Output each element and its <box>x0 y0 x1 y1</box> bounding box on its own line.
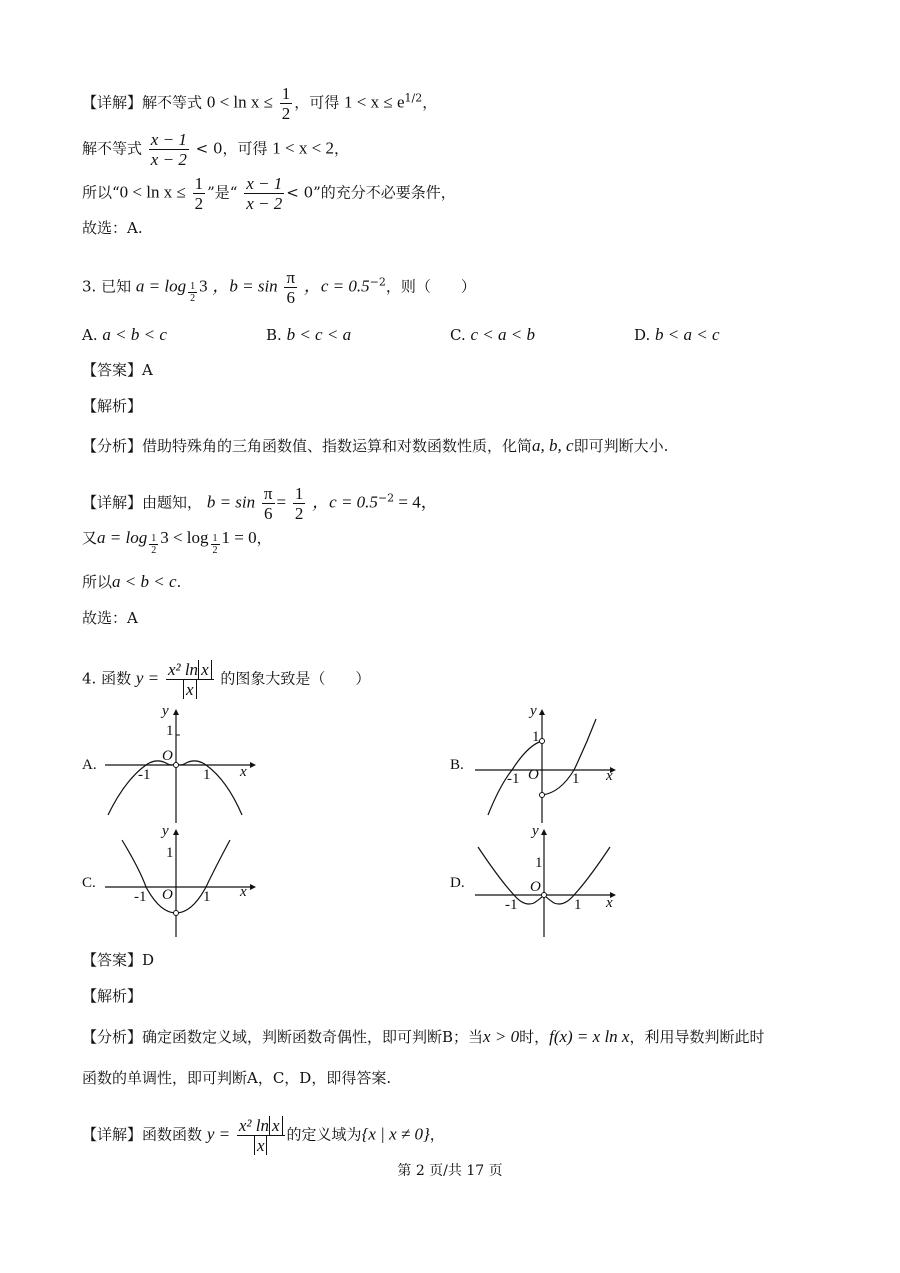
x-arrow-icon <box>250 884 256 890</box>
fraction-pi-6 <box>262 484 275 523</box>
text: 1 = 0 <box>221 528 257 547</box>
log-base <box>186 281 199 304</box>
text: ， <box>429 1125 445 1144</box>
you-line <box>82 528 272 556</box>
suoyi-line <box>82 572 181 592</box>
text: 借助特殊角的三角函数值、指数运算和对数函数性质，化简 <box>142 437 533 455</box>
detail-tag: 【详解】 <box>82 493 143 512</box>
fraction-half <box>193 174 206 213</box>
graph-c <box>100 825 260 940</box>
choice-label: D. <box>634 326 651 344</box>
numerator: 1 <box>151 532 157 544</box>
text: 时， <box>519 1028 550 1046</box>
answer-4: 【答案】D <box>82 951 155 969</box>
equals: = <box>276 492 287 512</box>
y-arrow-icon <box>539 709 545 715</box>
result: 1 < x ≤ e <box>344 92 405 112</box>
choice-expr: c < a < b <box>470 325 535 344</box>
numerator: 1 <box>294 484 304 503</box>
expr-a: a = log <box>135 276 187 296</box>
origin: O <box>162 887 173 903</box>
numerator: 1 <box>194 174 204 193</box>
exponent: −2 <box>377 491 395 505</box>
y-one: 1 <box>535 855 543 871</box>
denominator: 2 <box>190 293 196 304</box>
jiexi-4: 【解析】 <box>82 987 143 1005</box>
text: 解不等式 <box>142 93 203 112</box>
expr-c: ，c = 0.5 <box>303 276 370 296</box>
denominator: 2 <box>194 194 204 213</box>
origin: O <box>162 748 173 764</box>
fenxi-4-line2: 函数的单调性，即可判断A，C，D，即得答案. <box>82 1069 392 1087</box>
y-label: y <box>162 703 169 719</box>
graph-d-label: D. <box>450 875 465 891</box>
guxuan-3: 故选：A <box>82 609 138 627</box>
detail-line-1 <box>82 84 437 123</box>
denominator: 2 <box>151 544 157 556</box>
x-label: x <box>606 895 613 911</box>
answer-3: 【答案】A <box>82 361 153 379</box>
question-3 <box>82 268 476 307</box>
choice-expr: b < a < c <box>655 325 720 344</box>
y-label: y <box>162 823 169 839</box>
inequality: 0 < ln x ≤ <box>119 182 186 202</box>
choice-c <box>450 325 535 345</box>
x-label: x <box>606 768 613 784</box>
choice-label: A. <box>82 326 98 344</box>
numerator <box>166 660 214 680</box>
y-arrow-icon <box>173 829 179 835</box>
abs-x: x <box>183 680 197 699</box>
text: 函数函数 <box>142 1125 203 1144</box>
numerator: 1 <box>190 281 196 292</box>
text: 所以“ <box>82 183 120 202</box>
log-base <box>147 532 160 556</box>
text: 解不等式 <box>82 139 143 158</box>
denominator <box>166 680 214 699</box>
denominator: x − 2 <box>150 150 187 169</box>
function-fraction <box>237 1116 285 1155</box>
denominator: 2 <box>281 104 291 123</box>
numerator: π <box>286 268 296 287</box>
num-text: x² ln <box>238 1116 269 1135</box>
x-one: 1 <box>572 771 580 787</box>
x-one: 1 <box>203 767 211 783</box>
text: ，则（ ） <box>385 277 476 296</box>
fenxi-tag: 【分析】 <box>82 1028 143 1046</box>
choice-label: B. <box>266 326 282 344</box>
curve <box>108 761 242 815</box>
fraction-half <box>293 484 306 523</box>
fraction-x <box>244 174 284 213</box>
x-label: x <box>240 884 247 900</box>
fraction-half <box>280 84 293 123</box>
detail-line-3 <box>82 174 456 213</box>
text: 确定函数定义域，判断函数奇偶性，即可判断B；当 <box>142 1028 484 1046</box>
expr-y: y = <box>206 1124 231 1144</box>
abs-x: x <box>254 1136 268 1155</box>
fraction-x <box>149 130 189 169</box>
detail-3 <box>82 484 438 523</box>
numerator: 1 <box>281 84 291 103</box>
fenxi-4 <box>82 1027 765 1047</box>
abs-x: x <box>198 660 212 679</box>
denominator: x − 2 <box>246 194 283 213</box>
choice-expr: b < c < a <box>286 325 352 344</box>
choice-label: C. <box>450 326 466 344</box>
text: = 4， <box>394 492 438 512</box>
graph-b-label: B. <box>450 757 464 773</box>
inequality: 0 < ln x ≤ <box>206 92 273 112</box>
origin: O <box>530 879 541 895</box>
num-text: x² ln <box>167 660 199 679</box>
denominator: 2 <box>212 544 218 556</box>
text: 所以 <box>82 573 113 591</box>
text: ”是“ <box>207 183 238 202</box>
curve-right <box>542 719 596 795</box>
text: 的定义域为 <box>286 1125 362 1144</box>
text: . <box>176 573 182 591</box>
open-point <box>540 739 545 744</box>
log-base <box>209 532 222 556</box>
text: 又 <box>82 529 98 547</box>
function-fraction <box>166 660 214 699</box>
open-point <box>542 893 547 898</box>
question-number: 3. 已知 <box>82 277 132 296</box>
function: f(x) = x ln x <box>549 1027 630 1046</box>
graph-b <box>470 705 620 825</box>
text: ， <box>256 529 272 547</box>
y-one: 1 <box>166 723 174 739</box>
numerator: x − 1 <box>150 130 187 149</box>
text: ， <box>422 93 438 112</box>
graph-a-label: A. <box>82 757 97 773</box>
denominator: 6 <box>286 288 295 307</box>
exponent: 1/2 <box>404 91 423 105</box>
jiexi-3: 【解析】 <box>82 397 143 415</box>
open-point <box>540 793 545 798</box>
y-arrow-icon <box>173 709 179 715</box>
expr-y: y = <box>135 668 160 688</box>
graph-d <box>470 825 620 940</box>
exponent: −2 <box>369 275 386 289</box>
choice-expr: a < b < c <box>102 325 167 344</box>
y-label: y <box>532 823 539 839</box>
expr-a: a = log <box>97 528 148 547</box>
text: ，利用导数判断此时 <box>629 1028 765 1046</box>
vars: a, b, c <box>532 436 574 455</box>
denominator: 2 <box>294 504 304 523</box>
expr-b: b = sin <box>206 492 256 512</box>
text: ， <box>333 139 349 158</box>
denominator <box>237 1136 285 1155</box>
numerator: x − 1 <box>246 174 283 193</box>
neg-one: -1 <box>138 767 151 783</box>
y-arrow-icon <box>541 829 547 835</box>
text: ，可得 <box>294 93 340 112</box>
choice-a <box>82 325 167 345</box>
text: < 0，可得 <box>195 139 268 158</box>
text: 3 < log <box>160 528 209 547</box>
fraction-pi-6 <box>284 268 297 307</box>
detail-tag: 【详解】 <box>82 1125 143 1144</box>
inequality: a < b < c <box>112 572 177 591</box>
neg-one: -1 <box>507 771 520 787</box>
neg-one: -1 <box>505 897 518 913</box>
fenxi-3 <box>82 436 668 456</box>
text: 由题知， <box>142 493 203 512</box>
denominator: 6 <box>263 504 273 523</box>
graph-c-label: C. <box>82 875 96 891</box>
choice-d <box>634 325 720 345</box>
open-point <box>174 911 179 916</box>
detail-tag: 【详解】 <box>82 93 143 112</box>
choice-b <box>266 325 351 345</box>
text: < 0”的充分不必要条件， <box>286 183 456 202</box>
x-label: x <box>240 764 247 780</box>
expr-c: ，c = 0.5 <box>312 492 378 512</box>
expr-b: ，b = sin <box>212 276 278 296</box>
question-4 <box>82 660 370 699</box>
log-arg: 3 <box>199 276 208 296</box>
neg-one: -1 <box>134 889 147 905</box>
numerator: 1 <box>212 532 218 544</box>
domain-set: {x | x ≠ 0} <box>361 1124 430 1144</box>
x-one: 1 <box>574 897 582 913</box>
x-arrow-icon <box>250 762 256 768</box>
text: 的图象大致是（ ） <box>220 669 371 688</box>
abs-x: x <box>269 1116 283 1135</box>
y-one: 1 <box>532 729 540 745</box>
condition: x > 0 <box>483 1027 520 1046</box>
text: 即可判断大小. <box>573 437 669 455</box>
detail-line-2 <box>82 130 349 169</box>
question-number: 4. 函数 <box>82 669 132 688</box>
graph-a <box>100 705 260 825</box>
detail-4 <box>82 1116 445 1155</box>
page-footer: 第 2 页/共 17 页 <box>397 1163 503 1179</box>
choose-line: 故选：A. <box>82 219 143 237</box>
result: 1 < x < 2 <box>272 138 334 158</box>
numerator <box>237 1116 285 1136</box>
origin: O <box>528 767 539 783</box>
y-label: y <box>530 703 537 719</box>
x-one: 1 <box>203 889 211 905</box>
y-one: 1 <box>166 845 174 861</box>
fenxi-tag: 【分析】 <box>82 437 143 455</box>
numerator: π <box>263 484 273 503</box>
open-point <box>174 763 179 768</box>
